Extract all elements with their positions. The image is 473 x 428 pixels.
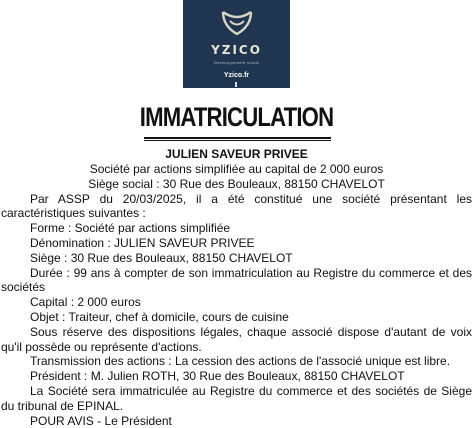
heading-rule — [144, 137, 331, 139]
yzico-emblem-icon — [219, 8, 255, 38]
logo-name: YZICO — [211, 43, 262, 57]
incorporation-statement: Par ASSP du 20/03/2025, il a été constitué une société présentant les caractéristiques suivantes : — [1, 191, 472, 221]
notice-heading: IMMATRICULATION — [139, 102, 334, 132]
publisher-logo — [183, 0, 290, 88]
company-capital: Capital : 2 000 euros — [30, 295, 141, 310]
president: Président : M. Julien ROTH, 30 Rue des Bouleaux, 88150 CHAVELOT — [30, 369, 405, 384]
heading-rule-secondary — [144, 140, 331, 141]
notice-body — [1, 162, 472, 428]
company-form-capital: Société par actions simplifiée au capital de 2 000 euros — [89, 162, 384, 176]
logo-site-link[interactable]: Yzico.fr — [223, 72, 250, 79]
company-duration: Durée : 99 ans à compter de son immatriculation au Registre du commerce et des sociétés — [1, 265, 472, 295]
voting-rights: Sous réserve des dispositions légales, chaque associé dispose d'autant de voix qu'il possède ou représente d'actions. — [1, 324, 472, 354]
logo-pin-mark — [235, 82, 237, 87]
legal-form: Forme : Société par actions simplifiée — [30, 221, 231, 236]
registration-court: La Société sera immatriculée au Registre du commerce et des sociétés de Siège du tribunal de EPINAL. — [1, 383, 472, 413]
signature-line: POUR AVIS - Le Président — [30, 413, 172, 428]
company-denomination: Dénomination : JULIEN SAVEUR PRIVEE — [30, 235, 255, 250]
share-transfer: Transmission des actions : La cession des actions de l'associé unique est libre. — [30, 354, 451, 369]
company-seat: Siège : 30 Rue des Bouleaux, 88150 CHAVELOT — [30, 250, 293, 265]
registered-office: Siège social : 30 Rue des Bouleaux, 88150 CHAVELOT — [88, 176, 385, 191]
company-purpose: Objet : Traiteur, chef à domicile, cours de cuisine — [30, 309, 289, 324]
company-name: JULIEN SAVEUR PRIVEE — [165, 147, 308, 161]
logo-tagline: Développement social — [213, 60, 260, 65]
